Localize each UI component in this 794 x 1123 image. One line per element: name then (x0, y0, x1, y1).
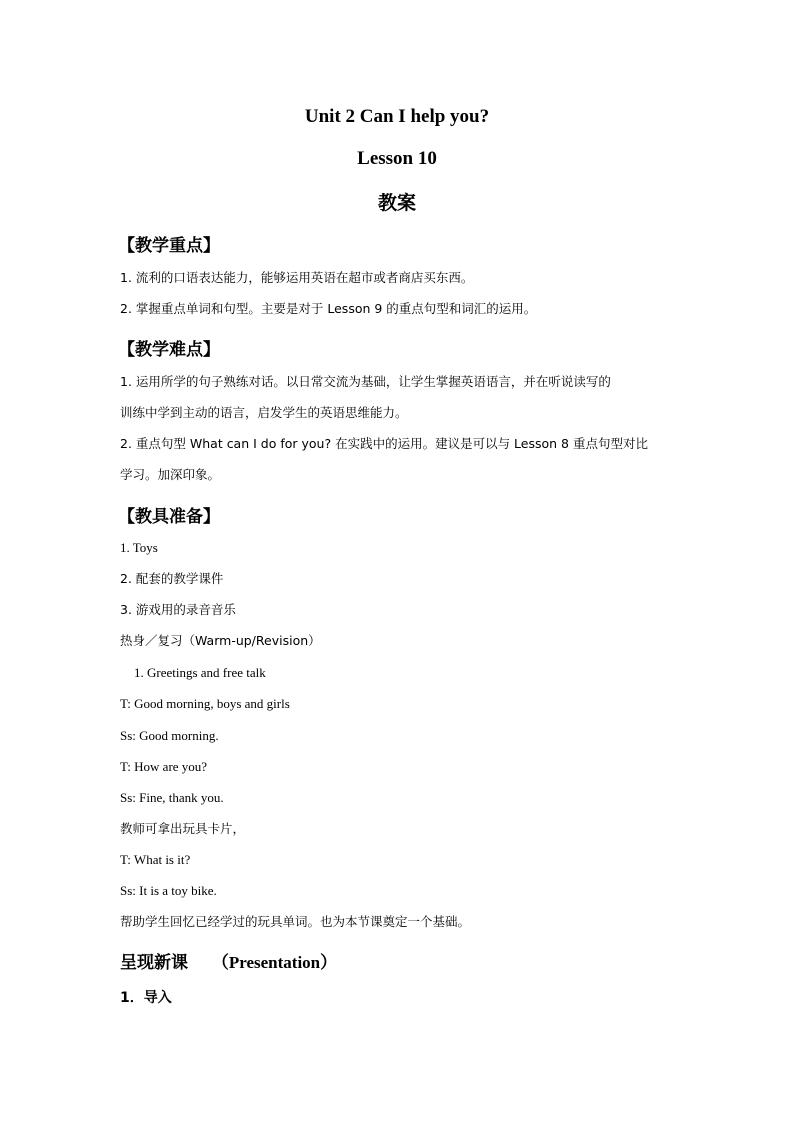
section-heading-presentation (120, 948, 337, 973)
dialog-line: Ss: Good morning. (120, 728, 219, 743)
warmup-heading: 热身／复习（Warm-up/Revision） (120, 633, 321, 648)
difficulty-line-1: 1. 运用所学的句子熟练对话。以日常交流为基础，让学生掌握英语语言，并在听说读写的 (120, 374, 611, 389)
materials-item-2: 2. 配套的教学课件 (120, 571, 224, 586)
materials-item-1: 1. Toys (120, 540, 158, 555)
presentation-heading-cn: 呈现新课 (120, 953, 188, 973)
warmup-step-1: 1. Greetings and free talk (134, 665, 266, 680)
presentation-sub-heading: 1．导入 (120, 990, 172, 1006)
dialog-line: 教师可拿出玩具卡片， (120, 821, 246, 836)
dialog-line: Ss: It is a toy bike. (120, 883, 217, 898)
dialog-line: T: How are you? (120, 759, 208, 774)
dialog-line: T: What is it? (120, 852, 191, 867)
materials-item-3: 3. 游戏用的录音音乐 (120, 602, 236, 617)
section-heading-difficulty: 【教学难点】 (118, 340, 220, 360)
doc-subtitle: 教案 (377, 192, 416, 214)
section-heading-focus: 【教学重点】 (118, 236, 220, 256)
dialog-line: T: Good morning, boys and girls (120, 696, 290, 711)
focus-item-2: 2. 掌握重点单词和句型。主要是对于 Lesson 9 的重点句型和词汇的运用。 (120, 301, 537, 316)
dialog-line: Ss: Fine, thank you. (120, 790, 224, 805)
presentation-heading-en: （Presentation） (211, 953, 338, 972)
difficulty-line-3: 2. 重点句型 What can I do for you? 在实践中的运用。建议是可以与 Lesson 8 重点句型对比 (120, 436, 648, 451)
dialog-line: 帮助学生回忆已经学过的玩具单词。也为本节课奠定一个基础。 (120, 914, 471, 929)
doc-title: Unit 2 Can I help you? (304, 106, 490, 127)
lesson-title: Lesson 10 (357, 148, 437, 169)
difficulty-line-4: 学习。加深印象。 (120, 467, 221, 482)
section-heading-materials: 【教具准备】 (118, 507, 220, 527)
focus-item-1: 1. 流利的口语表达能力，能够运用英语在超市或者商店买东西。 (120, 270, 474, 285)
difficulty-line-2: 训练中学到主动的语言，启发学生的英语思维能力。 (120, 405, 408, 420)
